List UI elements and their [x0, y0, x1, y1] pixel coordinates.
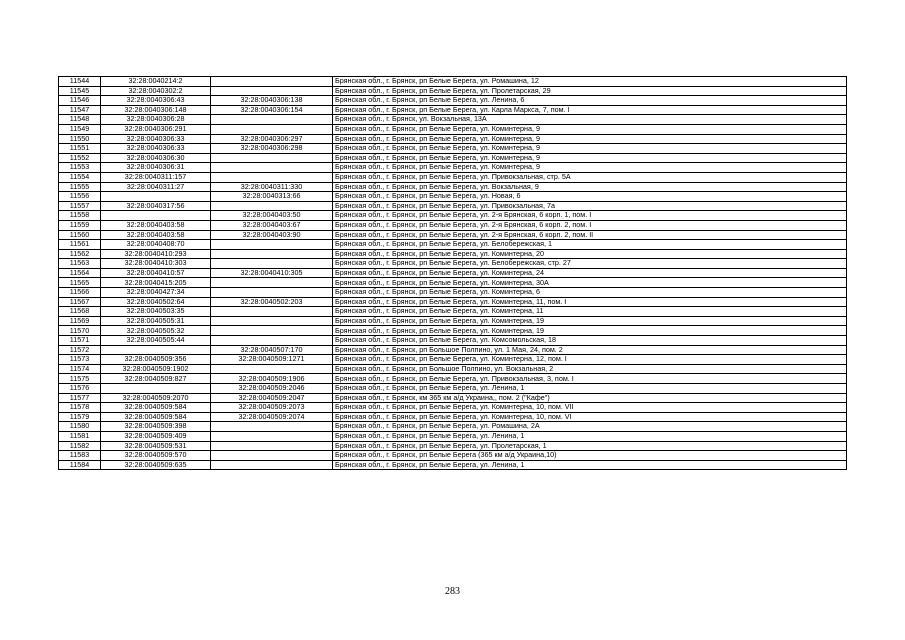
table-row: [59, 422, 847, 432]
sub-cadastral-number-cell: [211, 240, 333, 250]
sub-cadastral-number-cell: 32:28:0040509:2074: [211, 412, 333, 422]
row-number-cell: 11548: [59, 115, 101, 125]
sub-cadastral-number-cell: 32:28:0040509:2046: [211, 384, 333, 394]
cadastral-number-cell: 32:28:0040214:2: [101, 77, 211, 87]
row-number-cell: 11569: [59, 316, 101, 326]
table-row: [59, 316, 847, 326]
table-row: [59, 96, 847, 106]
sub-cadastral-number-cell: [211, 326, 333, 336]
row-number-cell: 11566: [59, 288, 101, 298]
row-number-cell: 11584: [59, 460, 101, 470]
table-row: [59, 105, 847, 115]
table-row: [59, 268, 847, 278]
address-cell: Брянская обл., г. Брянск, рп Белые Берега, ул. Ленина, 6: [333, 96, 847, 106]
row-number-cell: 11580: [59, 422, 101, 432]
row-number-cell: 11562: [59, 249, 101, 259]
row-number-cell: 11544: [59, 77, 101, 87]
sub-cadastral-number-cell: [211, 86, 333, 96]
sub-cadastral-number-cell: 32:28:0040311:330: [211, 182, 333, 192]
row-number-cell: 11568: [59, 307, 101, 317]
table-row: [59, 249, 847, 259]
table-row: [59, 441, 847, 451]
row-number-cell: 11547: [59, 105, 101, 115]
sub-cadastral-number-cell: [211, 364, 333, 374]
address-cell: Брянская обл., г. Брянск, рп Белые Берега, ул. Коминтерна, 9: [333, 163, 847, 173]
address-cell: Брянская обл., г. Брянск, рп Белые Берега, ул. Коминтерна, 9: [333, 124, 847, 134]
address-cell: Брянская обл., г. Брянск, рп Белые Берега, ул. Комсомольская, 18: [333, 336, 847, 346]
address-cell: Брянская обл., г. Брянск, км 365 км а/д Украина,, пом. 2 ("Кафе"): [333, 393, 847, 403]
cadastral-number-cell: [101, 192, 211, 202]
address-cell: Брянская обл., г. Брянск, рп Белые Берега, ул. Привокзальная, 3, пом. I: [333, 374, 847, 384]
table-row: [59, 115, 847, 125]
sub-cadastral-number-cell: [211, 288, 333, 298]
row-number-cell: 11574: [59, 364, 101, 374]
table-row: [59, 393, 847, 403]
table-row: [59, 297, 847, 307]
row-number-cell: 11556: [59, 192, 101, 202]
table-row: [59, 124, 847, 134]
cadastral-number-cell: 32:28:0040311:27: [101, 182, 211, 192]
table-row: [59, 460, 847, 470]
sub-cadastral-number-cell: [211, 441, 333, 451]
cadastral-number-cell: [101, 211, 211, 221]
row-number-cell: 11570: [59, 326, 101, 336]
cadastral-number-cell: 32:28:0040509:584: [101, 403, 211, 413]
row-number-cell: 11546: [59, 96, 101, 106]
row-number-cell: 11552: [59, 153, 101, 163]
address-cell: Брянская обл., г. Брянск, рп Белые Берега (365 км а/д Украина,10): [333, 451, 847, 461]
row-number-cell: 11557: [59, 201, 101, 211]
table-row: [59, 355, 847, 365]
address-cell: Брянская обл., г. Брянск, рп Большое Полпино, ул. Вокзальная, 2: [333, 364, 847, 374]
sub-cadastral-number-cell: 32:28:0040509:2073: [211, 403, 333, 413]
sub-cadastral-number-cell: [211, 451, 333, 461]
cadastral-number-cell: 32:28:0040306:33: [101, 134, 211, 144]
table-row: [59, 364, 847, 374]
sub-cadastral-number-cell: 32:28:0040306:138: [211, 96, 333, 106]
table-row: [59, 153, 847, 163]
address-cell: Брянская обл., г. Брянск, рп Белые Берега, ул. Белобережская, 1: [333, 240, 847, 250]
sub-cadastral-number-cell: [211, 259, 333, 269]
property-registry-table: [58, 76, 847, 470]
cadastral-number-cell: 32:28:0040505:32: [101, 326, 211, 336]
table-row: [59, 211, 847, 221]
row-number-cell: 11550: [59, 134, 101, 144]
cadastral-number-cell: 32:28:0040509:1902: [101, 364, 211, 374]
address-cell: Брянская обл., г. Брянск, рп Белые Берега, ул. Коминтерна, 24: [333, 268, 847, 278]
cadastral-number-cell: 32:28:0040509:635: [101, 460, 211, 470]
cadastral-number-cell: 32:28:0040509:2070: [101, 393, 211, 403]
address-cell: Брянская обл., г. Брянск, рп Белые Берега, ул. Коминтерна, 19: [333, 316, 847, 326]
table-row: [59, 326, 847, 336]
sub-cadastral-number-cell: [211, 201, 333, 211]
row-number-cell: 11578: [59, 403, 101, 413]
row-number-cell: 11561: [59, 240, 101, 250]
address-cell: Брянская обл., г. Брянск, рп Белые Берега, ул. 2-я Брянская, 6 корп. 1, пом. I: [333, 211, 847, 221]
table-row: [59, 259, 847, 269]
table-row: [59, 220, 847, 230]
table-row: [59, 403, 847, 413]
cadastral-number-cell: 32:28:0040505:31: [101, 316, 211, 326]
address-cell: Брянская обл., г. Брянск, рп Белые Берега, ул. Коминтерна, 9: [333, 153, 847, 163]
sub-cadastral-number-cell: [211, 336, 333, 346]
row-number-cell: 11563: [59, 259, 101, 269]
table-row: [59, 144, 847, 154]
cadastral-number-cell: 32:28:0040306:33: [101, 144, 211, 154]
table-row: [59, 307, 847, 317]
address-cell: Брянская обл., г. Брянск, рп Большое Полпино, ул. 1 Мая, 24, пом. 2: [333, 345, 847, 355]
sub-cadastral-number-cell: 32:28:0040306:297: [211, 134, 333, 144]
cadastral-number-cell: 32:28:0040509:356: [101, 355, 211, 365]
cadastral-number-cell: 32:28:0040427:34: [101, 288, 211, 298]
row-number-cell: 11558: [59, 211, 101, 221]
cadastral-number-cell: 32:28:0040408:70: [101, 240, 211, 250]
cadastral-number-cell: 32:28:0040410:57: [101, 268, 211, 278]
cadastral-number-cell: 32:28:0040509:827: [101, 374, 211, 384]
sub-cadastral-number-cell: [211, 316, 333, 326]
cadastral-number-cell: [101, 345, 211, 355]
cadastral-number-cell: 32:28:0040403:58: [101, 230, 211, 240]
sub-cadastral-number-cell: 32:28:0040509:1271: [211, 355, 333, 365]
address-cell: Брянская обл., г. Брянск, рп Белые Берега, ул. Вокзальная, 9: [333, 182, 847, 192]
sub-cadastral-number-cell: [211, 278, 333, 288]
table-row: [59, 384, 847, 394]
sub-cadastral-number-cell: 32:28:0040509:2047: [211, 393, 333, 403]
address-cell: Брянская обл., г. Брянск, рп Белые Берега, ул. Коминтерна, 9: [333, 144, 847, 154]
cadastral-number-cell: 32:28:0040306:30: [101, 153, 211, 163]
sub-cadastral-number-cell: 32:28:0040403:67: [211, 220, 333, 230]
table-row: [59, 192, 847, 202]
table-body: [59, 77, 847, 470]
row-number-cell: 11579: [59, 412, 101, 422]
sub-cadastral-number-cell: [211, 431, 333, 441]
table-row: [59, 163, 847, 173]
sub-cadastral-number-cell: [211, 172, 333, 182]
sub-cadastral-number-cell: [211, 77, 333, 87]
sub-cadastral-number-cell: 32:28:0040403:90: [211, 230, 333, 240]
cadastral-number-cell: 32:28:0040403:58: [101, 220, 211, 230]
sub-cadastral-number-cell: 32:28:0040306:154: [211, 105, 333, 115]
cadastral-number-cell: 32:28:0040306:28: [101, 115, 211, 125]
cadastral-number-cell: 32:28:0040415:205: [101, 278, 211, 288]
row-number-cell: 11577: [59, 393, 101, 403]
row-number-cell: 11575: [59, 374, 101, 384]
table-row: [59, 431, 847, 441]
sub-cadastral-number-cell: [211, 163, 333, 173]
table-row: [59, 201, 847, 211]
row-number-cell: 11564: [59, 268, 101, 278]
cadastral-number-cell: 32:28:0040509:398: [101, 422, 211, 432]
cadastral-number-cell: 32:28:0040306:291: [101, 124, 211, 134]
address-cell: Брянская обл., г. Брянск, рп Белые Берега, ул. Ленина, 1: [333, 460, 847, 470]
cadastral-number-cell: [101, 384, 211, 394]
cadastral-number-cell: 32:28:0040509:584: [101, 412, 211, 422]
cadastral-number-cell: 32:28:0040410:303: [101, 259, 211, 269]
row-number-cell: 11560: [59, 230, 101, 240]
row-number-cell: 11553: [59, 163, 101, 173]
address-cell: Брянская обл., г. Брянск, рп Белые Берега, ул. Ромашина, 2А: [333, 422, 847, 432]
cadastral-number-cell: 32:28:0040317:56: [101, 201, 211, 211]
sub-cadastral-number-cell: [211, 153, 333, 163]
address-cell: Брянская обл., г. Брянск, рп Белые Берега, ул. Белобережская, стр. 27: [333, 259, 847, 269]
row-number-cell: 11571: [59, 336, 101, 346]
table-row: [59, 172, 847, 182]
row-number-cell: 11583: [59, 451, 101, 461]
row-number-cell: 11545: [59, 86, 101, 96]
sub-cadastral-number-cell: 32:28:0040410:305: [211, 268, 333, 278]
address-cell: Брянская обл., г. Брянск, рп Белые Берега, ул. Коминтерна, 12, пом. I: [333, 355, 847, 365]
address-cell: Брянская обл., г. Брянск, рп Белые Берега, ул. Коминтерна, 10, пом. VI: [333, 412, 847, 422]
cadastral-number-cell: 32:28:0040302:2: [101, 86, 211, 96]
address-cell: Брянская обл., г. Брянск, рп Белые Берега, ул. Коминтерна, 11: [333, 307, 847, 317]
sub-cadastral-number-cell: 32:28:0040403:50: [211, 211, 333, 221]
sub-cadastral-number-cell: [211, 249, 333, 259]
row-number-cell: 11582: [59, 441, 101, 451]
address-cell: Брянская обл., г. Брянск, рп Белые Берега, ул. Коминтерна, 19: [333, 326, 847, 336]
row-number-cell: 11573: [59, 355, 101, 365]
table-row: [59, 288, 847, 298]
cadastral-number-cell: 32:28:0040509:570: [101, 451, 211, 461]
sub-cadastral-number-cell: [211, 124, 333, 134]
address-cell: Брянская обл., г. Брянск, рп Белые Берега, ул. Новая, 6: [333, 192, 847, 202]
cadastral-number-cell: 32:28:0040505:44: [101, 336, 211, 346]
cadastral-number-cell: 32:28:0040509:409: [101, 431, 211, 441]
address-cell: Брянская обл., г. Брянск, рп Белые Берега, ул. 2-я Брянская, 6 корп. 2, пом. II: [333, 230, 847, 240]
address-cell: Брянская обл., г. Брянск, рп Белые Берега, ул. Пролетарская, 1: [333, 441, 847, 451]
table-row: [59, 182, 847, 192]
cadastral-number-cell: 32:28:0040306:31: [101, 163, 211, 173]
sub-cadastral-number-cell: [211, 115, 333, 125]
address-cell: Брянская обл., г. Брянск, рп Белые Берега, ул. Карла Маркса, 7, пом. I: [333, 105, 847, 115]
row-number-cell: 11554: [59, 172, 101, 182]
address-cell: Брянская обл., г. Брянск, рп Белые Берега, ул. Коминтерна, 30А: [333, 278, 847, 288]
address-cell: Брянская обл., г. Брянск, ул. Вокзальная, 13А: [333, 115, 847, 125]
table-row: [59, 86, 847, 96]
cadastral-number-cell: 32:28:0040306:43: [101, 96, 211, 106]
sub-cadastral-number-cell: [211, 307, 333, 317]
row-number-cell: 11567: [59, 297, 101, 307]
table-row: [59, 278, 847, 288]
table-row: [59, 451, 847, 461]
cadastral-number-cell: 32:28:0040509:531: [101, 441, 211, 451]
address-cell: Брянская обл., г. Брянск, рп Белые Берега, ул. 2-я Брянская, 6 корп. 2, пом. I: [333, 220, 847, 230]
address-cell: Брянская обл., г. Брянск, рп Белые Берега, ул. Ленина, 1: [333, 431, 847, 441]
row-number-cell: 11565: [59, 278, 101, 288]
cadastral-number-cell: 32:28:0040502:64: [101, 297, 211, 307]
address-cell: Брянская обл., г. Брянск, рп Белые Берега, ул. Коминтерна, 9: [333, 134, 847, 144]
table-row: [59, 412, 847, 422]
sub-cadastral-number-cell: 32:28:0040502:203: [211, 297, 333, 307]
table-row: [59, 240, 847, 250]
table-row: [59, 336, 847, 346]
address-cell: Брянская обл., г. Брянск, рп Белые Берега, ул. Ленина, 1: [333, 384, 847, 394]
address-cell: Брянская обл., г. Брянск, рп Белые Берега, ул. Коминтерна, 6: [333, 288, 847, 298]
cadastral-number-cell: 32:28:0040311:157: [101, 172, 211, 182]
sub-cadastral-number-cell: 32:28:0040507:170: [211, 345, 333, 355]
address-cell: Брянская обл., г. Брянск, рп Белые Берега, ул. Пролетарская, 29: [333, 86, 847, 96]
address-cell: Брянская обл., г. Брянск, рп Белые Берега, ул. Коминтерна, 11, пом. I: [333, 297, 847, 307]
table-row: [59, 374, 847, 384]
address-cell: Брянская обл., г. Брянск, рп Белые Берега, ул. Коминтерна, 10, пом. VII: [333, 403, 847, 413]
row-number-cell: 11572: [59, 345, 101, 355]
table-row: [59, 345, 847, 355]
sub-cadastral-number-cell: 32:28:0040306:298: [211, 144, 333, 154]
address-cell: Брянская обл., г. Брянск, рп Белые Берега, ул. Ромашина, 12: [333, 77, 847, 87]
table-row: [59, 134, 847, 144]
table-row: [59, 230, 847, 240]
sub-cadastral-number-cell: 32:28:0040509:1906: [211, 374, 333, 384]
address-cell: Брянская обл., г. Брянск, рп Белые Берега, ул. Коминтерна, 20: [333, 249, 847, 259]
cadastral-number-cell: 32:28:0040503:35: [101, 307, 211, 317]
row-number-cell: 11555: [59, 182, 101, 192]
row-number-cell: 11549: [59, 124, 101, 134]
row-number-cell: 11576: [59, 384, 101, 394]
row-number-cell: 11551: [59, 144, 101, 154]
table-row: [59, 77, 847, 87]
address-cell: Брянская обл., г. Брянск, рп Белые Берега, ул. Привокзальная, стр. 5А: [333, 172, 847, 182]
row-number-cell: 11581: [59, 431, 101, 441]
row-number-cell: 11559: [59, 220, 101, 230]
page-number: 283: [445, 586, 460, 597]
sub-cadastral-number-cell: [211, 422, 333, 432]
sub-cadastral-number-cell: 32:28:0040313:66: [211, 192, 333, 202]
sub-cadastral-number-cell: [211, 460, 333, 470]
address-cell: Брянская обл., г. Брянск, рп Белые Берега, ул. Привокзальная, 7а: [333, 201, 847, 211]
cadastral-number-cell: 32:28:0040306:148: [101, 105, 211, 115]
cadastral-number-cell: 32:28:0040410:293: [101, 249, 211, 259]
